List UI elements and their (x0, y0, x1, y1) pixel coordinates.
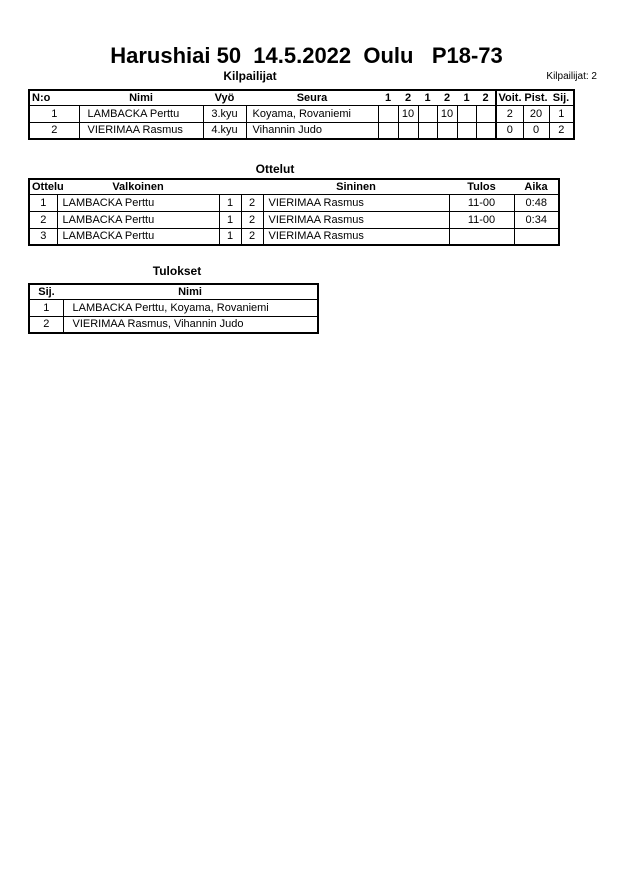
cell-white-num: 1 (219, 228, 241, 245)
header-wins: Voit. (496, 90, 523, 105)
header-score-2: 2 (398, 90, 418, 105)
section-title-competitors: Kilpailijat (223, 69, 277, 83)
cell-club: Koyama, Rovaniemi (246, 105, 378, 122)
header-no: N:o (29, 90, 79, 105)
header-blue: Sininen (263, 179, 449, 194)
result-row (29, 299, 318, 316)
header-time: Aika (514, 179, 559, 194)
competitors-header-row (29, 90, 574, 105)
cell-white-num: 1 (219, 211, 241, 228)
cell-score (418, 105, 437, 122)
cell-score (437, 122, 457, 139)
cell-points: 20 (523, 105, 549, 122)
cell-place: 1 (29, 299, 63, 316)
cell-name: LAMBACKA Perttu (79, 105, 203, 122)
cell-time (514, 228, 559, 245)
header-match: Ottelu (29, 179, 57, 194)
competitor-row (29, 105, 574, 122)
cell-blue-num: 2 (241, 194, 263, 211)
header-blue-num (241, 179, 263, 194)
cell-place: 2 (549, 122, 574, 139)
cell-white-name: LAMBACKA Perttu (57, 211, 219, 228)
cell-blue-name: VIERIMAA Rasmus (263, 211, 449, 228)
section-title-matches: Ottelut (255, 162, 295, 176)
header-name: Nimi (79, 90, 203, 105)
header-belt: Vyö (203, 90, 246, 105)
cell-result (449, 228, 514, 245)
header-score-3: 1 (418, 90, 437, 105)
header-place: Sij. (549, 90, 574, 105)
cell-belt: 4.kyu (203, 122, 246, 139)
cell-time: 0:48 (514, 194, 559, 211)
header-score-1: 1 (378, 90, 398, 105)
competitor-row (29, 122, 574, 139)
cell-white-num: 1 (219, 194, 241, 211)
match-row (29, 211, 559, 228)
header-white: Valkoinen (57, 179, 219, 194)
cell-score (378, 122, 398, 139)
cell-score (457, 122, 476, 139)
cell-score: 10 (398, 105, 418, 122)
cell-match-no: 2 (29, 211, 57, 228)
cell-blue-name: VIERIMAA Rasmus (263, 194, 449, 211)
cell-result: 11-00 (449, 194, 514, 211)
header-result: Tulos (449, 179, 514, 194)
results-table (28, 283, 319, 334)
cell-score (476, 122, 496, 139)
cell-blue-name: VIERIMAA Rasmus (263, 228, 449, 245)
cell-time: 0:34 (514, 211, 559, 228)
cell-belt: 3.kyu (203, 105, 246, 122)
competitors-count-label: Kilpailijat: 2 (546, 71, 597, 82)
cell-wins: 2 (496, 105, 523, 122)
header-place: Sij. (29, 284, 63, 299)
match-row (29, 228, 559, 245)
cell-wins: 0 (496, 122, 523, 139)
cell-score (457, 105, 476, 122)
cell-no: 2 (29, 122, 79, 139)
cell-score (398, 122, 418, 139)
cell-match-no: 3 (29, 228, 57, 245)
cell-score (418, 122, 437, 139)
cell-name: VIERIMAA Rasmus (79, 122, 203, 139)
cell-score (476, 105, 496, 122)
cell-club: Vihannin Judo (246, 122, 378, 139)
cell-blue-num: 2 (241, 211, 263, 228)
cell-place: 1 (549, 105, 574, 122)
header-score-6: 2 (476, 90, 496, 105)
header-white-num (219, 179, 241, 194)
header-score-4: 2 (437, 90, 457, 105)
header-points: Pist. (524, 91, 548, 104)
match-row (29, 194, 559, 211)
result-row (29, 316, 318, 333)
cell-white-name: LAMBACKA Perttu (57, 194, 219, 211)
header-club: Seura (246, 90, 378, 105)
matches-table (28, 178, 560, 246)
header-name: Nimi (63, 284, 318, 299)
cell-no: 1 (29, 105, 79, 122)
cell-match-no: 1 (29, 194, 57, 211)
matches-header-row (29, 179, 559, 194)
header-score-5: 1 (457, 90, 476, 105)
cell-score: 10 (437, 105, 457, 122)
cell-white-name: LAMBACKA Perttu (57, 228, 219, 245)
competitors-table (28, 89, 575, 140)
cell-name: VIERIMAA Rasmus, Vihannin Judo (63, 316, 318, 333)
document-title: Harushiai 50 14.5.2022 Oulu P18-73 (110, 43, 503, 68)
cell-name: LAMBACKA Perttu, Koyama, Rovaniemi (63, 299, 318, 316)
results-header-row (29, 284, 318, 299)
cell-result: 11-00 (449, 211, 514, 228)
cell-blue-num: 2 (241, 228, 263, 245)
section-title-results: Tulokset (152, 264, 202, 278)
cell-place: 2 (29, 316, 63, 333)
cell-points: 0 (523, 122, 549, 139)
cell-score (378, 105, 398, 122)
